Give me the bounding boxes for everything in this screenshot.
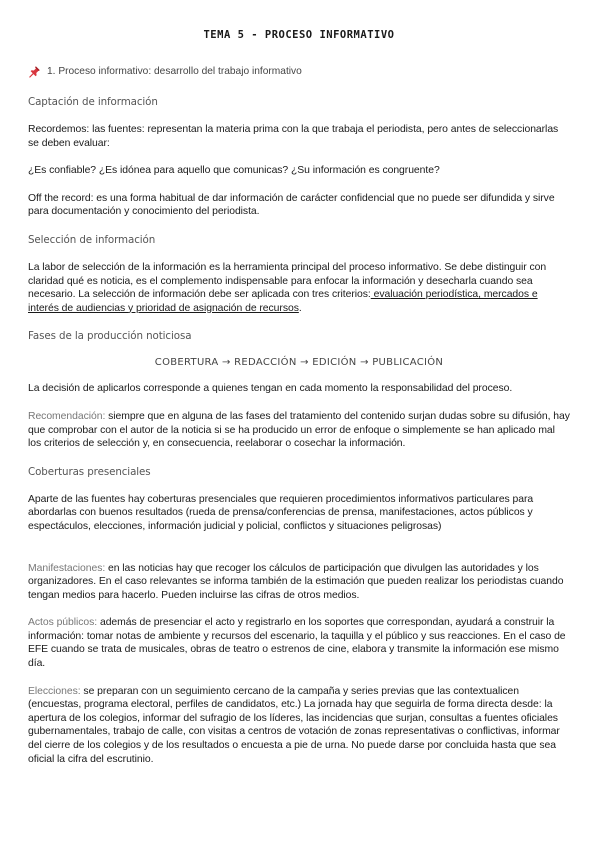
pushpin-icon [28,65,41,78]
manifestaciones-paragraph [28,562,570,603]
heading-seleccion: Selección de información [28,233,156,246]
heading-fases: Fases de la producción noticiosa [28,330,192,343]
heading-captacion: Captación de información [28,96,158,108]
production-flow: COBERTURA → REDACCIÓN → EDICIÓN → PUBLICACIÓN [154,357,444,369]
recomendacion-paragraph [28,410,570,451]
captacion-paragraph-2: ¿Es confiable? ¿Es idónea para aquello que comunicas? ¿Su información es congruente? [28,165,440,177]
recomendacion-text: siempre que en alguna de las fases del tratamiento del contenido surjan dudas sobre su difusión, hay que comprobar con el autor de la noticia si se ha producido un error de enfoque o simplemente se han aplicado mal los criterios de selección y, en consecuencia, reelaborar o cosechar la información. [28,410,570,450]
section-header [28,65,570,78]
seleccion-paragraph [28,261,570,315]
manifestaciones-text: en las noticias hay que recoger los cálculos de participación que divulgen las autoridades y los organizadores. En el caso relevantes se informa también de la estimación que pueden realizar los periodistas cuando tengan medios para hacerlo. Pueden incluirse las cifras de otros medios. [28,562,564,601]
captacion-paragraph-3: Off the record: es una forma habitual de dar información de carácter confidencial que no puede ser difundida y sirve para documentación y conocimiento del periodista. [28,192,555,218]
manifestaciones-label: Manifestaciones: [28,562,106,574]
coberturas-paragraph: Aparte de las fuentes hay coberturas presenciales que requieren procedimientos informativos particulares para abordarlas con buenos resultados (rueda de prensa/conferencias de prensa, manifestaciones, actos públicos y espectáculos, elecciones, información judicial y policial, conflictos y situaciones peligrosas) [28,493,534,532]
seleccion-criteria: evaluación periodística, mercados e interés de audiencias y prioridad de asignación de recursos [28,289,538,314]
actos-paragraph [28,616,570,670]
recomendacion-label: Recomendación: [28,410,106,422]
seleccion-end: . [298,302,302,314]
fases-paragraph: La decisión de aplicarlos corresponde a quienes tengan en cada momento la responsabilidad del proceso. [28,383,513,395]
captacion-paragraph-1: Recordemos: las fuentes: representan la materia prima con la que trabaja el periodista, pero antes de seleccionarlas se deben evaluar: [28,124,559,149]
elecciones-label: Elecciones: [28,685,81,697]
actos-label: Actos públicos: [28,617,98,629]
elecciones-text: se preparan con un seguimiento cercano de la campaña y series previas que las contextualicen (encuestas, programa electoral, perfiles de candidatos, etc.) La jornada hay que seguirla de forma directa desde: la apertura de los colegios, informar del sufragio de los líderes, las incidencias que surjan, consultas a fuentes oficiales gubernamentales, trabajo de calle, con visitas a centros de votación de zonas representativas o conflictivas, informar del cierre de los colegios y de los resultados o encuesta a pie de urna. No puede darse por concluida hasta que sea oficial la cifra del escrutinio. [28,685,560,765]
actos-text: además de presenciar el acto y registrarlo en los soportes que correspondan, ayudará a construir la información: tomar notas de ambiente y recursos del escenario, la taquilla y el público y sus reacciones. En el caso de EFE cuando se trata de musicales, obras de teatro o estrenos de cine, elabora y transmite la información ese mismo día. [28,617,566,670]
heading-coberturas: Coberturas presenciales [28,465,151,478]
elecciones-paragraph [28,685,570,767]
seleccion-text: La labor de selección de la información es la herramienta principal del proceso informativo. Se debe distinguir con claridad qué es noticia, es el complemento indispensable para enfocar la información y desecharla cuando sea necesario. La selección de información debe ser aplicada con tres criterios: [28,261,547,301]
document-title: TEMA 5 - PROCESO INFORMATIVO [203,29,395,41]
section-title: 1. Proceso informativo: desarrollo del trabajo informativo [47,66,302,77]
